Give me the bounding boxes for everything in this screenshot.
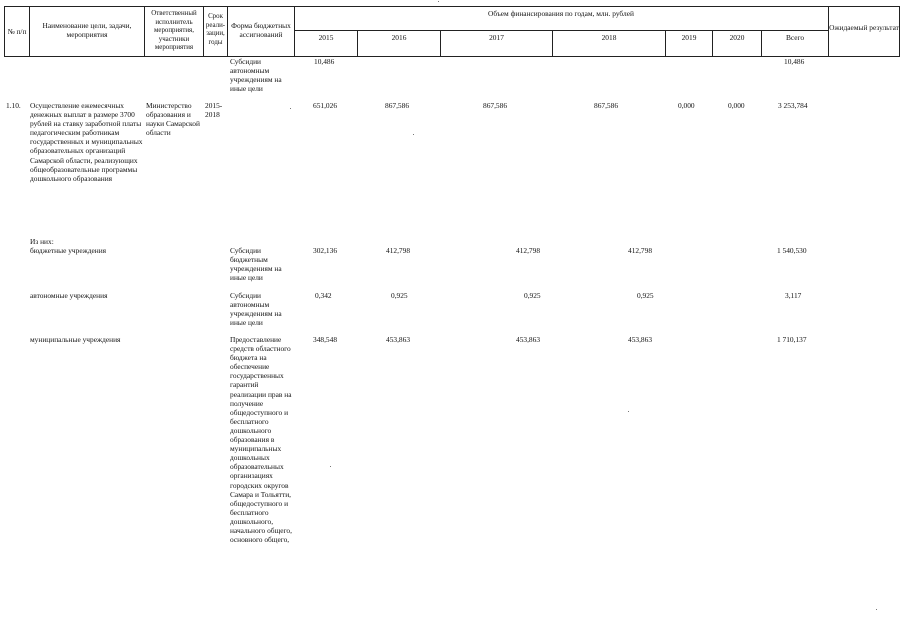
sub-row-form: Субсидии бюджетным учреждениям на иные цели	[230, 246, 282, 283]
row-2015: 651,026	[313, 101, 338, 110]
row-term: 2015-2018	[205, 101, 223, 120]
sub-row-total: 1 540,530	[777, 246, 807, 255]
row-2020: 0,000	[728, 101, 745, 110]
sub-row-2017: 412,798	[516, 246, 541, 255]
scan-speck	[438, 1, 439, 2]
header-year-2018: 2018	[601, 33, 617, 42]
header-year-total: Всего	[785, 33, 805, 42]
scan-speck	[330, 466, 331, 467]
header-result: Ожидаемый результат	[829, 23, 899, 32]
header-line-mid	[294, 30, 828, 31]
header-line-bottom	[4, 56, 900, 57]
header-year-2017: 2017	[489, 33, 504, 42]
header-year-2015: 2015	[318, 33, 334, 42]
scan-speck	[876, 609, 877, 610]
scan-speck	[628, 411, 629, 412]
row-2017: 867,586	[483, 101, 508, 110]
row-2018: 867,586	[594, 101, 619, 110]
header-num: № п/п	[7, 27, 27, 36]
sub-row-2016: 412,798	[386, 246, 411, 255]
header-term: Срок реали-зации, годы	[205, 13, 226, 46]
sub-row-2018: 453,863	[628, 335, 653, 344]
header-financing: Объем финансирования по годам, млн. рублей	[488, 9, 634, 18]
of-which-label: Из них:	[30, 237, 54, 246]
sub-row-total: 1 710,137	[777, 335, 807, 344]
sub-row-2017: 453,863	[516, 335, 541, 344]
sub-row-name: муниципальные учреждения	[30, 335, 121, 344]
row-total: 3 253,784	[778, 101, 808, 110]
scan-speck	[290, 108, 291, 109]
row-2016: 867,586	[385, 101, 410, 110]
sub-row-2016: 0,925	[391, 291, 408, 300]
sub-row-2018: 0,925	[637, 291, 654, 300]
header-year-2020: 2020	[729, 33, 745, 42]
sub-row-form: Субсидии автономным учреждениям на иные цели	[230, 291, 282, 328]
header-exec: Ответственный исполнитель мероприятия, участники мероприятия	[151, 10, 197, 52]
scan-speck	[413, 134, 414, 135]
header-line-top	[4, 6, 900, 7]
row-number: 1.10.	[6, 101, 21, 110]
top-row-total: 10,486	[784, 57, 805, 66]
sub-row-2018: 412,798	[628, 246, 653, 255]
sub-row-name: автономные учреждения	[30, 291, 108, 300]
sub-row-2015: 302,136	[313, 246, 338, 255]
header-form: Форма бюджетных ассигнований	[231, 21, 291, 40]
sub-row-name: бюджетные учреждения	[30, 246, 107, 255]
row-2019: 0,000	[678, 101, 695, 110]
sub-row-2016: 453,863	[386, 335, 411, 344]
header-name: Наименование цели, задачи, мероприятия	[42, 21, 132, 40]
sub-row-2015: 348,548	[313, 335, 338, 344]
sub-row-2017: 0,925	[524, 291, 541, 300]
row-executor: Министерство образования и науки Самарской области	[146, 101, 200, 138]
header-year-2019: 2019	[681, 33, 697, 42]
header-year-2016: 2016	[391, 33, 407, 42]
sub-row-total: 3,117	[785, 291, 802, 300]
row-name: Осуществление ежемесячных денежных выплат в размере 3700 рублей на ставку заработной платы педагогическим работникам государственных и муниципальных образовательных организаций Самарской области, реализующих общеобразовательные программы дошкольного образования	[30, 101, 143, 183]
sub-row-form: Предоставление средств областного бюджета на обеспечение государственных гарантий реализации прав на получение общедоступного и бесплатного дошкольного образования в муниципальных дошкольных образовательных организациях городских округов Самара и Тольятти, общедоступного и бесплатного дошкольного, начального общего, основного общего,	[230, 335, 292, 545]
top-row-2015: 10,486	[314, 57, 335, 66]
top-row-form: Субсидии автономным учреждениям на иные цели	[230, 57, 282, 94]
sub-row-2015: 0,342	[315, 291, 332, 300]
header-vline-13	[899, 6, 900, 57]
